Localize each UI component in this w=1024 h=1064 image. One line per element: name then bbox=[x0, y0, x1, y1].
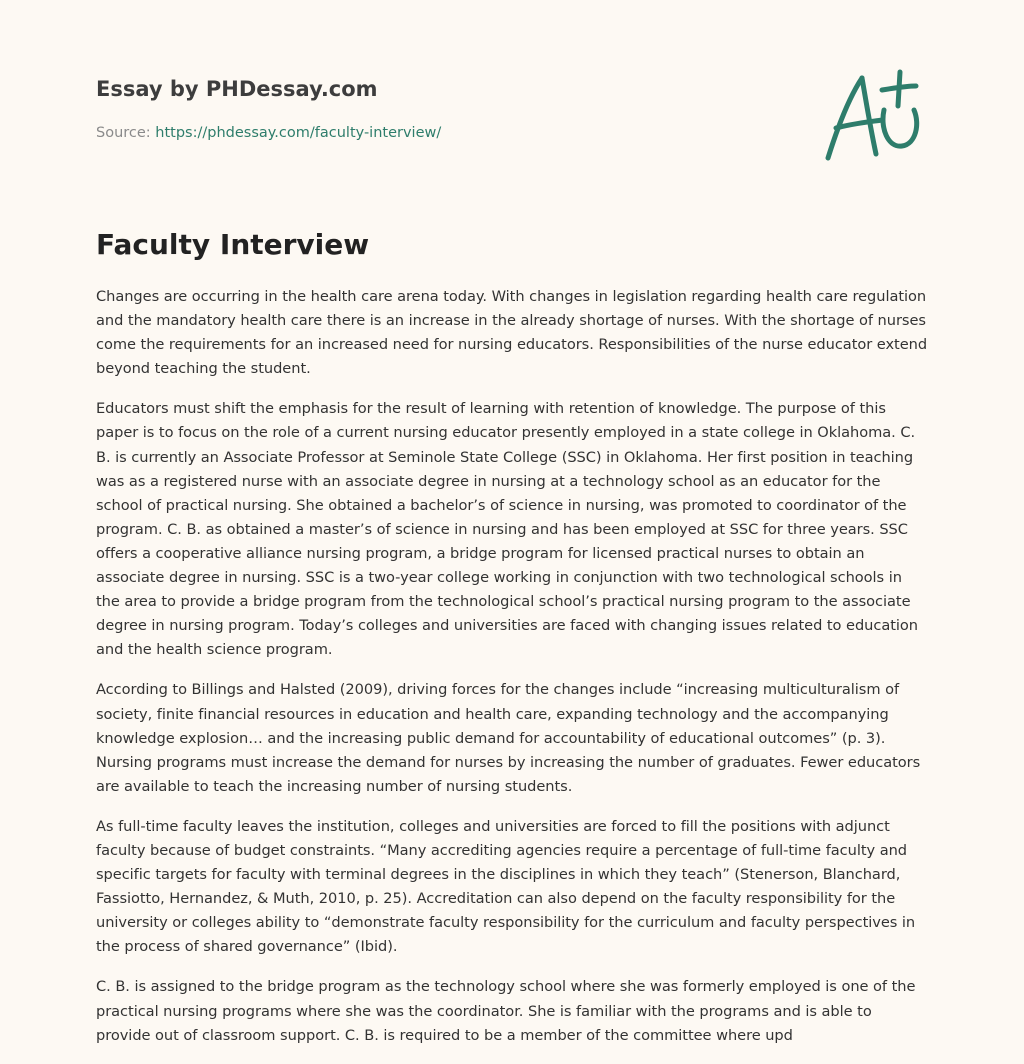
essay-paragraph: Changes are occurring in the health care arena today. With changes in legislation regarding health care regulation and the mandatory health care there is an increase in the already shortage of nurses. With the shortage of nurses come the requirements for an increased need for nursing educators. Responsibilities of the nurse educator extend beyond teaching the student. bbox=[96, 288, 928, 378]
essay-title: Faculty Interview bbox=[96, 228, 370, 261]
essay-body bbox=[96, 285, 928, 1064]
source-link[interactable]: https://phdessay.com/faculty-interview/ bbox=[155, 125, 442, 141]
essay-paragraph: According to Billings and Halsted (2009), driving forces for the changes include “increasing multiculturalism of society, finite financial resources in education and health care, expanding technology and the accompanying knowledge explosion… and the increasing public demand for accountability of educational outcomes” (p. 3). Nursing programs must increase the demand for nurses by increasing the number of graduates. Fewer educators are available to teach the increasing number of nursing students. bbox=[96, 681, 921, 795]
essay-paragraph: Educators must shift the emphasis for the result of learning with retention of knowledge. The purpose of this paper is to focus on the role of a current nursing educator presently employed in a state college in Oklahoma. C. B. is currently an Associate Professor at Seminole State College (SSC) in Oklahoma. Her first position in teaching was as a registered nurse with an associate degree in nursing at a technology school as an educator for the school of practical nursing. She obtained a bachelor’s of science in nursing, was promoted to coordinator of the program. C. B. as obtained a master’s of science in nursing and has been employed at SSC for three years. SSC offers a cooperative alliance nursing program, a bridge program for licensed practical nurses to obtain an associate degree in nursing. SSC is a two-year college working in conjunction with two technological schools in the area to provide a bridge program from the technological school’s practical nursing program to the associate degree in nursing program. Today’s colleges and universities are faced with changing issues related to education and the health science program. bbox=[96, 400, 918, 659]
a-plus-grade-icon bbox=[818, 66, 928, 166]
site-title: Essay by PHDessay.com bbox=[96, 77, 378, 101]
essay-paragraph: C. B. is assigned to the bridge program as the technology school where she was formerly employed is one of the practical nursing programs where she was the coordinator. She is familiar with the programs and is able to provide out of classroom support. C. B. is required to be a member of the committee where upd bbox=[96, 978, 916, 1044]
source-line bbox=[96, 123, 796, 143]
essay-header bbox=[96, 74, 796, 143]
essay-paragraph: As full-time faculty leaves the institution, colleges and universities are forced to fill the positions with adjunct faculty because of budget constraints. “Many accrediting agencies require a percentage of full-time faculty and specific targets for faculty with terminal degrees in the disciplines in which they teach” (Stenerson, Blanchard, Fassiotto, Hernandez, & Muth, 2010, p. 25). Accreditation can also depend on the faculty responsibility for the university or colleges ability to “demonstrate faculty responsibility for the curriculum and faculty perspectives in the process of shared governance” (Ibid). bbox=[96, 817, 916, 956]
source-label: Source: bbox=[96, 125, 156, 141]
